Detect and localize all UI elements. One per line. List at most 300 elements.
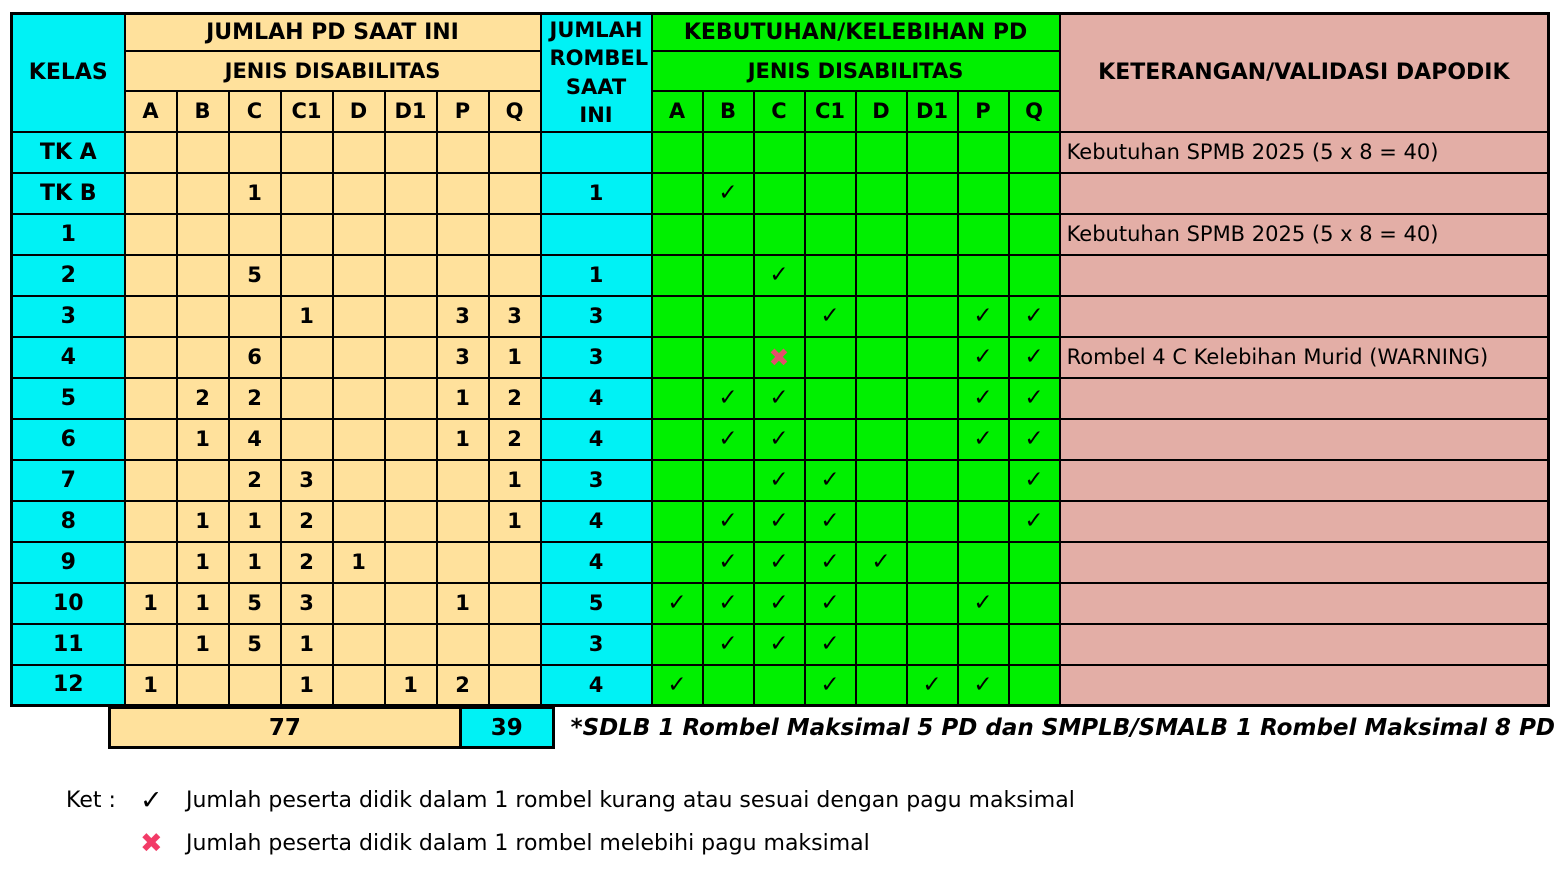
pd-count-cell bbox=[333, 501, 385, 542]
validation-cell bbox=[805, 542, 856, 583]
pd-count-cell: 1 bbox=[281, 665, 333, 706]
pd-count-cell: 2 bbox=[229, 378, 281, 419]
check-icon: ✓ bbox=[973, 671, 993, 698]
pd-count-cell bbox=[385, 296, 437, 337]
validation-cell bbox=[754, 132, 805, 173]
header-jumlah-rombel-saat-ini: JUMLAH ROMBEL SAAT INI bbox=[541, 14, 652, 132]
rombel-count-cell: 3 bbox=[541, 337, 652, 378]
validation-cell bbox=[856, 378, 907, 419]
header-kebutuhan-kelebihan-pd: KEBUTUHAN/KELEBIHAN PD bbox=[652, 14, 1060, 51]
pd-count-cell bbox=[177, 460, 229, 501]
legend-text: Jumlah peserta didik dalam 1 rombel melebihi pagu maksimal bbox=[186, 830, 870, 856]
pd-count-cell bbox=[177, 173, 229, 214]
validation-cell bbox=[856, 296, 907, 337]
check-icon: ✓ bbox=[718, 631, 738, 657]
keterangan-cell bbox=[1060, 583, 1549, 624]
validation-cell bbox=[907, 214, 958, 255]
validation-cell bbox=[856, 583, 907, 624]
validation-cell bbox=[652, 419, 703, 460]
val-col-c: C bbox=[754, 91, 805, 132]
table-row bbox=[12, 337, 1549, 378]
validation-cell bbox=[703, 583, 754, 624]
validation-cell bbox=[856, 419, 907, 460]
check-icon: ✓ bbox=[820, 590, 840, 616]
pd-count-cell: 1 bbox=[177, 583, 229, 624]
check-icon: ✓ bbox=[769, 467, 789, 493]
check-icon: ✓ bbox=[922, 671, 942, 698]
validation-cell bbox=[805, 173, 856, 214]
validation-cell bbox=[754, 501, 805, 542]
validation-cell bbox=[907, 337, 958, 378]
pd-count-cell: 1 bbox=[333, 542, 385, 583]
check-icon: ✓ bbox=[769, 508, 789, 534]
check-icon: ✓ bbox=[718, 590, 738, 616]
check-icon: ✓ bbox=[718, 426, 738, 452]
check-icon: ✓ bbox=[820, 508, 840, 534]
table-row bbox=[12, 665, 1549, 706]
keterangan-cell bbox=[1060, 501, 1549, 542]
pd-count-cell bbox=[333, 214, 385, 255]
check-icon: ✓ bbox=[667, 590, 687, 616]
check-icon: ✓ bbox=[1024, 385, 1044, 411]
validation-cell bbox=[907, 255, 958, 296]
pd-count-cell bbox=[281, 337, 333, 378]
validation-cell bbox=[652, 296, 703, 337]
table-row bbox=[12, 542, 1549, 583]
validation-cell bbox=[958, 419, 1009, 460]
pd-count-cell bbox=[385, 419, 437, 460]
validation-cell bbox=[703, 542, 754, 583]
pd-count-cell: 3 bbox=[437, 296, 489, 337]
validation-cell bbox=[805, 378, 856, 419]
pd-count-cell: 1 bbox=[281, 296, 333, 337]
keterangan-cell bbox=[1060, 665, 1549, 706]
validation-cell bbox=[907, 542, 958, 583]
validation-cell bbox=[958, 296, 1009, 337]
validation-cell bbox=[958, 337, 1009, 378]
pd-col-p: P bbox=[437, 91, 489, 132]
validation-cell bbox=[856, 501, 907, 542]
cross-icon: ✖ bbox=[140, 827, 163, 859]
kelas-cell: 1 bbox=[12, 214, 125, 255]
kelas-cell: 4 bbox=[12, 337, 125, 378]
check-icon: ✓ bbox=[1024, 303, 1044, 329]
rombel-count-cell: 1 bbox=[541, 173, 652, 214]
pd-count-cell bbox=[125, 419, 177, 460]
pd-count-cell bbox=[229, 296, 281, 337]
pd-count-cell: 6 bbox=[229, 337, 281, 378]
keterangan-cell bbox=[1060, 296, 1549, 337]
pd-count-cell bbox=[281, 378, 333, 419]
check-icon: ✓ bbox=[871, 549, 891, 575]
pd-count-cell bbox=[333, 583, 385, 624]
validation-cell bbox=[1009, 214, 1060, 255]
pd-count-cell bbox=[385, 583, 437, 624]
footnote: *SDLB 1 Rombel Maksimal 5 PD dan SMPLB/SMALB 1 Rombel Maksimal 8 PD bbox=[570, 715, 1555, 741]
pd-count-cell bbox=[437, 460, 489, 501]
pd-count-cell: 1 bbox=[437, 378, 489, 419]
check-icon: ✓ bbox=[718, 385, 738, 411]
validation-cell bbox=[907, 583, 958, 624]
validation-cell bbox=[652, 583, 703, 624]
validation-cell bbox=[958, 173, 1009, 214]
validation-cell bbox=[703, 501, 754, 542]
pd-count-cell bbox=[125, 460, 177, 501]
keterangan-cell bbox=[1060, 624, 1549, 665]
validation-cell bbox=[703, 337, 754, 378]
validation-cell bbox=[958, 665, 1009, 706]
check-icon: ✓ bbox=[718, 180, 738, 206]
table-row bbox=[12, 419, 1549, 460]
rombel-count-cell: 5 bbox=[541, 583, 652, 624]
validation-cell bbox=[754, 665, 805, 706]
pd-count-cell bbox=[489, 542, 541, 583]
validation-cell bbox=[652, 624, 703, 665]
validation-cell bbox=[1009, 132, 1060, 173]
validation-cell bbox=[703, 378, 754, 419]
pd-count-cell: 1 bbox=[489, 501, 541, 542]
pd-count-cell: 2 bbox=[281, 501, 333, 542]
pd-count-cell bbox=[177, 255, 229, 296]
validation-cell bbox=[1009, 378, 1060, 419]
validation-cell bbox=[1009, 665, 1060, 706]
validation-cell bbox=[958, 542, 1009, 583]
validation-cell bbox=[856, 337, 907, 378]
pd-count-cell bbox=[437, 624, 489, 665]
validation-cell bbox=[754, 214, 805, 255]
validation-cell bbox=[805, 460, 856, 501]
pd-count-cell bbox=[229, 665, 281, 706]
pd-count-cell bbox=[385, 501, 437, 542]
pd-count-cell bbox=[385, 542, 437, 583]
pd-count-cell bbox=[177, 337, 229, 378]
table-row bbox=[12, 624, 1549, 665]
rombel-count-cell: 4 bbox=[541, 419, 652, 460]
validation-cell bbox=[652, 132, 703, 173]
pd-count-cell bbox=[281, 132, 333, 173]
check-icon: ✓ bbox=[973, 590, 993, 616]
rombel-count-cell: 1 bbox=[541, 255, 652, 296]
kelas-cell: 12 bbox=[12, 665, 125, 706]
legend bbox=[66, 783, 1555, 860]
table-row bbox=[12, 460, 1549, 501]
pd-count-cell bbox=[125, 624, 177, 665]
validation-cell bbox=[805, 214, 856, 255]
pd-count-cell bbox=[125, 132, 177, 173]
kelas-cell: 10 bbox=[12, 583, 125, 624]
rombel-count-cell: 4 bbox=[541, 542, 652, 583]
validation-cell bbox=[754, 583, 805, 624]
check-icon: ✓ bbox=[973, 344, 993, 370]
validation-cell bbox=[754, 378, 805, 419]
validation-cell bbox=[1009, 419, 1060, 460]
validation-cell bbox=[703, 624, 754, 665]
pd-count-cell: 2 bbox=[229, 460, 281, 501]
pd-count-cell bbox=[333, 665, 385, 706]
validation-cell bbox=[652, 665, 703, 706]
validation-cell bbox=[856, 665, 907, 706]
pd-count-cell bbox=[281, 419, 333, 460]
table-row bbox=[12, 378, 1549, 419]
validation-cell bbox=[958, 624, 1009, 665]
pd-count-cell: 1 bbox=[437, 419, 489, 460]
validation-cell bbox=[652, 214, 703, 255]
validation-cell bbox=[805, 255, 856, 296]
check-icon: ✓ bbox=[769, 385, 789, 411]
pd-count-cell: 1 bbox=[177, 501, 229, 542]
validation-cell bbox=[1009, 255, 1060, 296]
check-icon: ✓ bbox=[769, 549, 789, 575]
validation-cell bbox=[1009, 460, 1060, 501]
pd-count-cell bbox=[333, 419, 385, 460]
validation-cell bbox=[652, 378, 703, 419]
check-icon: ✓ bbox=[820, 631, 840, 657]
pd-count-cell: 5 bbox=[229, 624, 281, 665]
validation-cell bbox=[703, 173, 754, 214]
total-pd: 77 bbox=[108, 707, 459, 749]
validation-cell bbox=[703, 460, 754, 501]
pd-col-q: Q bbox=[489, 91, 541, 132]
pd-count-cell: 1 bbox=[385, 665, 437, 706]
pd-count-cell bbox=[333, 255, 385, 296]
table-row bbox=[12, 583, 1549, 624]
validation-cell bbox=[907, 296, 958, 337]
val-col-q: Q bbox=[1009, 91, 1060, 132]
table-row bbox=[12, 173, 1549, 214]
check-icon: ✓ bbox=[769, 631, 789, 657]
pd-count-cell: 3 bbox=[281, 460, 333, 501]
validation-cell bbox=[958, 501, 1009, 542]
pd-count-cell bbox=[385, 337, 437, 378]
legend-row-check bbox=[66, 783, 1555, 817]
check-icon: ✓ bbox=[973, 385, 993, 411]
kelas-cell: 9 bbox=[12, 542, 125, 583]
pd-count-cell bbox=[125, 173, 177, 214]
validation-cell bbox=[805, 419, 856, 460]
check-icon: ✓ bbox=[973, 426, 993, 452]
pd-count-cell bbox=[489, 132, 541, 173]
pd-count-cell bbox=[385, 255, 437, 296]
validation-cell bbox=[754, 624, 805, 665]
validation-cell bbox=[958, 378, 1009, 419]
pd-count-cell bbox=[125, 378, 177, 419]
validation-cell bbox=[652, 460, 703, 501]
validation-cell bbox=[907, 419, 958, 460]
pd-count-cell: 1 bbox=[125, 583, 177, 624]
validation-cell bbox=[856, 624, 907, 665]
validation-cell bbox=[652, 542, 703, 583]
validation-cell bbox=[805, 337, 856, 378]
validation-cell bbox=[856, 214, 907, 255]
pd-count-cell bbox=[177, 132, 229, 173]
keterangan-cell bbox=[1060, 173, 1549, 214]
validation-cell bbox=[1009, 296, 1060, 337]
kelas-cell: 2 bbox=[12, 255, 125, 296]
pd-col-b: B bbox=[177, 91, 229, 132]
pd-count-cell: 1 bbox=[125, 665, 177, 706]
pd-count-cell: 2 bbox=[489, 378, 541, 419]
validation-cell bbox=[703, 296, 754, 337]
keterangan-cell: Rombel 4 C Kelebihan Murid (WARNING) bbox=[1060, 337, 1549, 378]
pd-count-cell bbox=[125, 542, 177, 583]
rombel-count-cell bbox=[541, 214, 652, 255]
kelas-cell: 6 bbox=[12, 419, 125, 460]
pd-count-cell bbox=[333, 173, 385, 214]
validation-cell bbox=[958, 460, 1009, 501]
pd-count-cell bbox=[437, 501, 489, 542]
keterangan-cell bbox=[1060, 419, 1549, 460]
validation-cell bbox=[1009, 501, 1060, 542]
pd-count-cell bbox=[125, 214, 177, 255]
kelas-cell: 11 bbox=[12, 624, 125, 665]
pd-count-cell: 4 bbox=[229, 419, 281, 460]
kelas-cell: 5 bbox=[12, 378, 125, 419]
header-jumlah-pd-saat-ini: JUMLAH PD SAAT INI bbox=[125, 14, 541, 51]
validation-cell bbox=[1009, 173, 1060, 214]
table-body bbox=[12, 132, 1549, 706]
table-row bbox=[12, 501, 1549, 542]
table-row bbox=[12, 255, 1549, 296]
val-col-b: B bbox=[703, 91, 754, 132]
validation-cell bbox=[958, 132, 1009, 173]
validation-cell bbox=[805, 501, 856, 542]
validation-cell bbox=[754, 173, 805, 214]
validation-cell bbox=[907, 501, 958, 542]
pd-count-cell bbox=[333, 132, 385, 173]
validation-cell bbox=[907, 624, 958, 665]
pd-col-c: C bbox=[229, 91, 281, 132]
check-icon: ✓ bbox=[769, 426, 789, 452]
pd-count-cell bbox=[333, 624, 385, 665]
validation-cell bbox=[1009, 583, 1060, 624]
validation-cell bbox=[652, 173, 703, 214]
validation-cell bbox=[754, 296, 805, 337]
pd-count-cell: 2 bbox=[281, 542, 333, 583]
val-col-d: D bbox=[856, 91, 907, 132]
validation-cell bbox=[703, 255, 754, 296]
kelas-cell: 8 bbox=[12, 501, 125, 542]
legend-label: Ket : bbox=[66, 787, 116, 813]
pd-col-c1: C1 bbox=[281, 91, 333, 132]
pd-count-cell bbox=[437, 255, 489, 296]
pd-count-cell bbox=[385, 378, 437, 419]
pd-count-cell bbox=[489, 665, 541, 706]
check-icon: ✓ bbox=[769, 590, 789, 616]
validation-cell bbox=[1009, 542, 1060, 583]
val-col-p: P bbox=[958, 91, 1009, 132]
pd-count-cell: 3 bbox=[437, 337, 489, 378]
table-row bbox=[12, 214, 1549, 255]
validation-cell bbox=[856, 173, 907, 214]
val-col-a: A bbox=[652, 91, 703, 132]
pd-count-cell bbox=[333, 296, 385, 337]
validation-cell bbox=[907, 378, 958, 419]
validation-cell bbox=[703, 214, 754, 255]
validation-cell bbox=[907, 460, 958, 501]
pd-count-cell: 1 bbox=[229, 501, 281, 542]
table-row bbox=[12, 132, 1549, 173]
kelas-cell: TK A bbox=[12, 132, 125, 173]
validation-cell bbox=[907, 173, 958, 214]
pd-count-cell bbox=[489, 255, 541, 296]
pd-col-a: A bbox=[125, 91, 177, 132]
header-kelas: KELAS bbox=[12, 14, 125, 132]
pd-count-cell bbox=[125, 337, 177, 378]
pd-count-cell bbox=[125, 255, 177, 296]
check-icon: ✓ bbox=[973, 303, 993, 329]
check-icon: ✓ bbox=[820, 549, 840, 575]
header-keterangan-validasi: KETERANGAN/VALIDASI DAPODIK bbox=[1060, 14, 1549, 132]
pd-count-cell bbox=[125, 296, 177, 337]
header-jenis-disabilitas-right: JENIS DISABILITAS bbox=[652, 51, 1060, 91]
check-icon: ✓ bbox=[820, 671, 840, 698]
pd-count-cell bbox=[385, 214, 437, 255]
rombel-count-cell bbox=[541, 132, 652, 173]
validation-cell bbox=[1009, 624, 1060, 665]
rombel-count-cell: 3 bbox=[541, 624, 652, 665]
pd-count-cell: 2 bbox=[437, 665, 489, 706]
validation-cell bbox=[805, 624, 856, 665]
pd-count-cell bbox=[385, 460, 437, 501]
pd-col-d: D bbox=[333, 91, 385, 132]
validation-cell bbox=[805, 583, 856, 624]
pd-count-cell bbox=[177, 214, 229, 255]
pd-count-cell bbox=[125, 501, 177, 542]
kelas-cell: 3 bbox=[12, 296, 125, 337]
pd-count-cell bbox=[229, 132, 281, 173]
pd-count-cell: 1 bbox=[281, 624, 333, 665]
pd-count-cell: 1 bbox=[229, 542, 281, 583]
legend-row-cross bbox=[66, 826, 1555, 860]
pd-count-cell bbox=[333, 337, 385, 378]
totals-spacer bbox=[13, 707, 108, 749]
validation-cell bbox=[856, 460, 907, 501]
rombel-count-cell: 3 bbox=[541, 460, 652, 501]
keterangan-cell: Kebutuhan SPMB 2025 (5 x 8 = 40) bbox=[1060, 132, 1549, 173]
pd-count-cell bbox=[177, 296, 229, 337]
validation-cell bbox=[703, 665, 754, 706]
pd-count-cell bbox=[229, 214, 281, 255]
pd-count-cell: 1 bbox=[437, 583, 489, 624]
kelas-cell: 7 bbox=[12, 460, 125, 501]
pd-count-cell bbox=[333, 378, 385, 419]
check-icon: ✓ bbox=[1024, 508, 1044, 534]
validation-cell bbox=[703, 132, 754, 173]
pd-count-cell: 5 bbox=[229, 583, 281, 624]
pd-count-cell: 1 bbox=[177, 419, 229, 460]
pd-col-d1: D1 bbox=[385, 91, 437, 132]
rombel-validation-table bbox=[10, 12, 1550, 707]
validation-cell bbox=[907, 132, 958, 173]
validation-cell bbox=[805, 665, 856, 706]
validation-cell bbox=[805, 296, 856, 337]
keterangan-cell: Kebutuhan SPMB 2025 (5 x 8 = 40) bbox=[1060, 214, 1549, 255]
validation-cell bbox=[754, 255, 805, 296]
pd-count-cell bbox=[437, 132, 489, 173]
pd-count-cell: 1 bbox=[489, 460, 541, 501]
pd-count-cell bbox=[281, 214, 333, 255]
validation-cell bbox=[754, 460, 805, 501]
validation-cell bbox=[754, 542, 805, 583]
check-icon: ✓ bbox=[1024, 344, 1044, 370]
val-col-c1: C1 bbox=[805, 91, 856, 132]
check-icon: ✓ bbox=[820, 467, 840, 493]
validation-cell bbox=[958, 255, 1009, 296]
check-icon: ✓ bbox=[820, 303, 840, 329]
pd-count-cell: 3 bbox=[489, 296, 541, 337]
pd-count-cell bbox=[489, 624, 541, 665]
validation-cell bbox=[958, 214, 1009, 255]
